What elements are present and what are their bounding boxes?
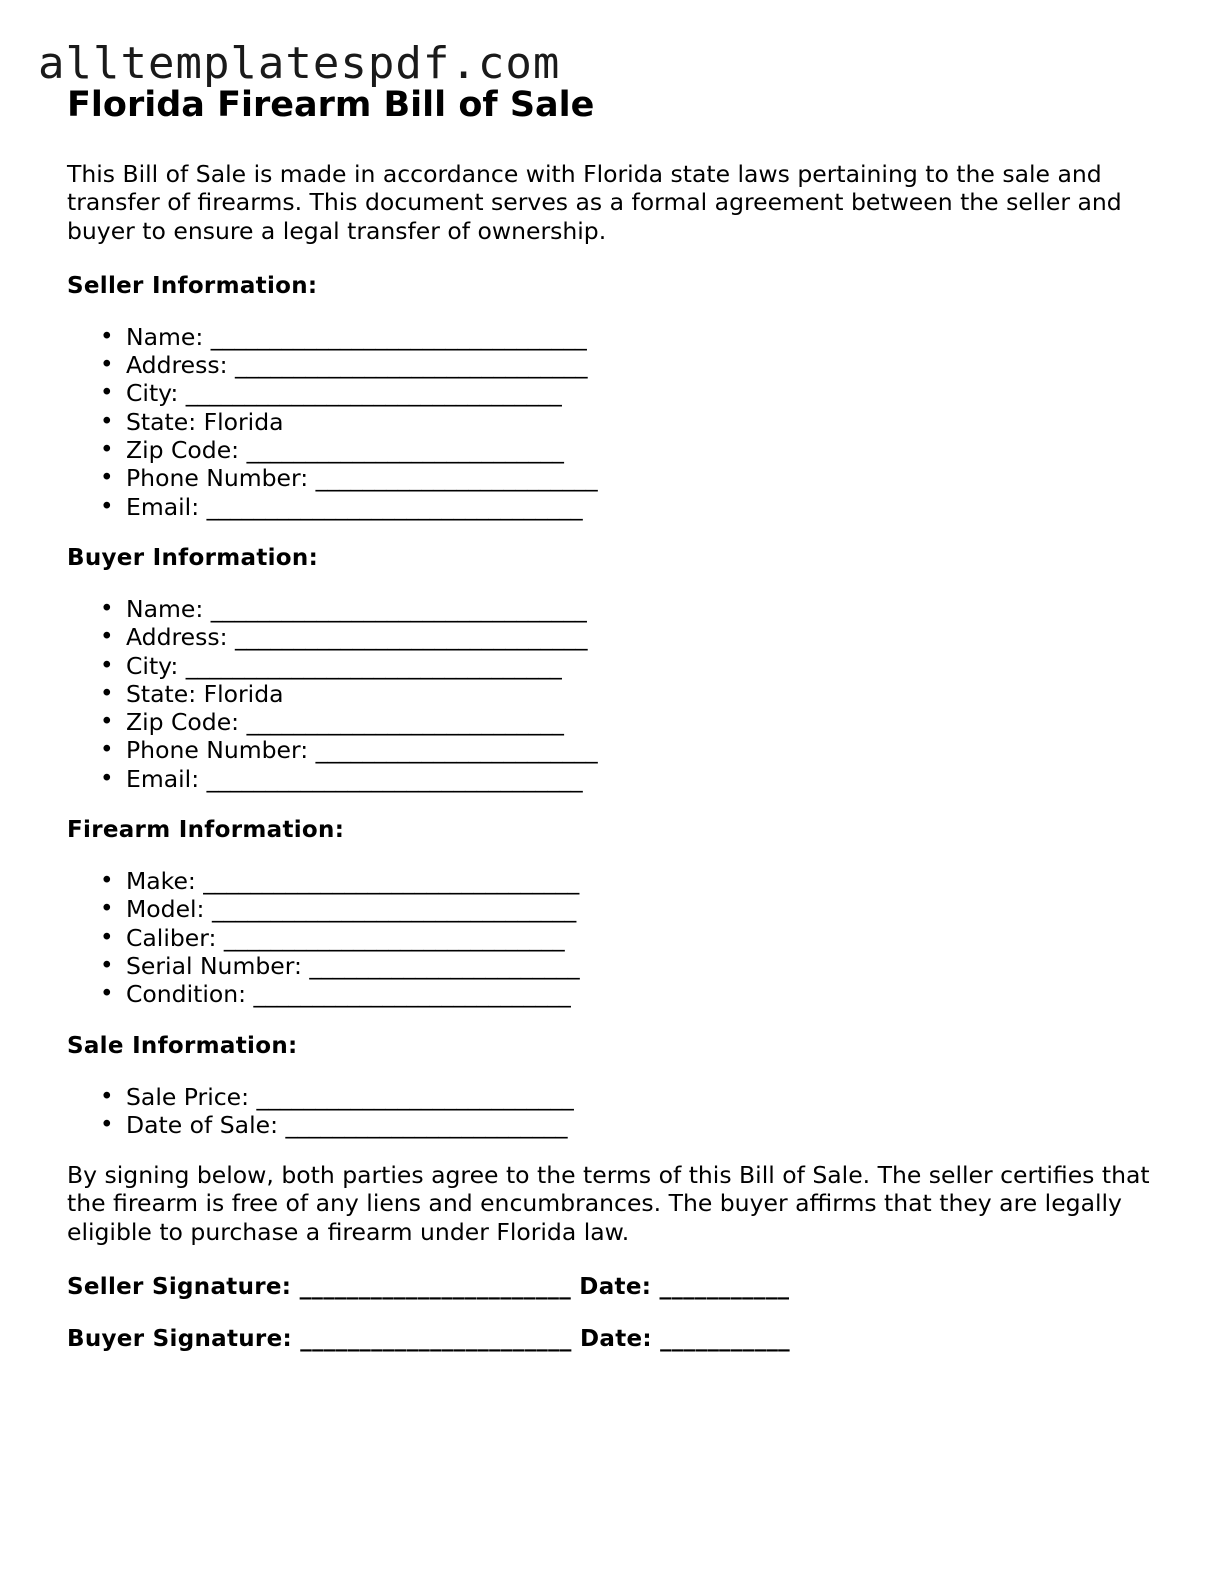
- document-title: Florida Firearm Bill of Sale: [67, 85, 595, 125]
- bullet-icon: •: [100, 595, 114, 622]
- bullet-icon: •: [100, 868, 114, 895]
- firearm-condition-field[interactable]: • Condition: ___________________________: [100, 980, 571, 1009]
- seller-fields: [67, 323, 1157, 521]
- bullet-icon: •: [100, 323, 114, 350]
- seller-email-field[interactable]: • Email: ________________________________: [100, 492, 583, 521]
- bullet-icon: •: [100, 952, 114, 979]
- bullet-icon: •: [100, 1083, 114, 1110]
- buyer-address-field[interactable]: • Address: ______________________________: [100, 623, 588, 652]
- seller-heading: Seller Information:: [67, 272, 318, 299]
- bullet-icon: •: [100, 465, 114, 492]
- buyer-name-field[interactable]: • Name: ________________________________: [100, 594, 587, 623]
- firearm-model-field[interactable]: • Model: _______________________________: [100, 895, 577, 924]
- firearm-fields: [67, 867, 1157, 1008]
- seller-zip-field[interactable]: • Zip Code: ___________________________: [100, 436, 564, 465]
- buyer-signature-line[interactable]: Buyer Signature: _______________________ Date: ___________: [67, 1326, 790, 1353]
- bullet-icon: •: [100, 981, 114, 1008]
- bullet-icon: •: [100, 680, 114, 707]
- bullet-icon: •: [100, 624, 114, 651]
- document: [67, 82, 1157, 1376]
- bullet-icon: •: [100, 737, 114, 764]
- seller-address-field[interactable]: • Address: ______________________________: [100, 351, 588, 380]
- intro-paragraph: This Bill of Sale is made in accordance with Florida state laws pertaining to the sale and transfer of firearms. This document serves as a formal agreement between the seller and buyer to ensure a legal transfer of ownership.: [67, 160, 1122, 245]
- firearm-caliber-field[interactable]: • Caliber: _____________________________: [100, 923, 565, 952]
- bullet-icon: •: [100, 437, 114, 464]
- bullet-icon: •: [100, 924, 114, 951]
- buyer-state-field: • State: Florida: [100, 679, 284, 708]
- bullet-icon: •: [100, 352, 114, 379]
- firearm-serial-field[interactable]: • Serial Number: _______________________: [100, 951, 580, 980]
- firearm-make-field[interactable]: • Make: ________________________________: [100, 867, 580, 896]
- buyer-phone-field[interactable]: • Phone Number: ________________________: [100, 736, 598, 765]
- sale-fields: [67, 1083, 1157, 1140]
- seller-city-field[interactable]: • City: ________________________________: [100, 379, 562, 408]
- bullet-icon: •: [100, 709, 114, 736]
- sale-date-field[interactable]: • Date of Sale: ________________________: [100, 1110, 568, 1139]
- seller-phone-field[interactable]: • Phone Number: ________________________: [100, 464, 598, 493]
- buyer-fields: [67, 595, 1157, 793]
- bullet-icon: •: [100, 380, 114, 407]
- bullet-icon: •: [100, 493, 114, 520]
- sale-heading: Sale Information:: [67, 1032, 298, 1059]
- sale-price-field[interactable]: • Sale Price: ___________________________: [100, 1082, 574, 1111]
- bullet-icon: •: [100, 896, 114, 923]
- buyer-city-field[interactable]: • City: ________________________________: [100, 651, 562, 680]
- seller-state-field: • State: Florida: [100, 407, 284, 436]
- bullet-icon: •: [100, 652, 114, 679]
- seller-name-field[interactable]: • Name: ________________________________: [100, 322, 587, 351]
- seller-signature-line[interactable]: Seller Signature: _______________________ Date: ___________: [67, 1274, 790, 1301]
- bullet-icon: •: [100, 765, 114, 792]
- firearm-heading: Firearm Information:: [67, 817, 345, 844]
- buyer-email-field[interactable]: • Email: ________________________________: [100, 764, 583, 793]
- bullet-icon: •: [100, 408, 114, 435]
- buyer-heading: Buyer Information:: [67, 544, 319, 571]
- bullet-icon: •: [100, 1111, 114, 1138]
- closing-paragraph: By signing below, both parties agree to the terms of this Bill of Sale. The seller certifies that the firearm is free of any liens and encumbrances. The buyer affirms that they are legally eligible to purchase a firearm under Florida law.: [67, 1161, 1150, 1246]
- buyer-zip-field[interactable]: • Zip Code: ___________________________: [100, 708, 564, 737]
- watermark: alltemplatespdf.com: [38, 38, 561, 89]
